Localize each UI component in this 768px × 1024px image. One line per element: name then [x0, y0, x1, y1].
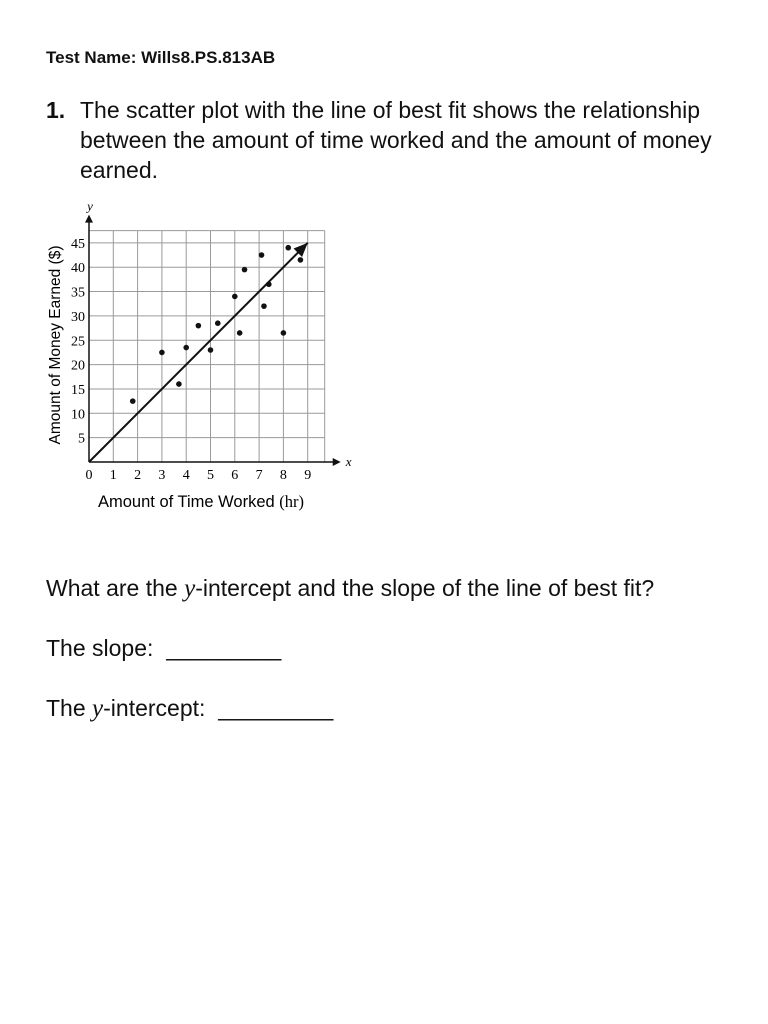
- x-axis-label-text: Amount of Time Worked: [98, 493, 275, 511]
- data-point: [261, 303, 267, 309]
- x-tick-label: 4: [182, 468, 190, 483]
- slope-answer: [46, 635, 281, 662]
- x-tick-label: 7: [255, 468, 263, 483]
- intercept-answer: [46, 695, 333, 723]
- data-point: [208, 347, 214, 353]
- intercept-post: -intercept:: [103, 695, 206, 721]
- data-point: [159, 350, 165, 356]
- x-tick-label: 1: [109, 468, 117, 483]
- question-number: 1.: [46, 97, 66, 123]
- prompt-post: -intercept and the slope of the line of best fit?: [195, 575, 655, 601]
- fit-line-group: [89, 243, 308, 462]
- data-point: [232, 294, 238, 300]
- y-axis-letter: y: [87, 198, 93, 214]
- question-text: The scatter plot with the line of best fit shows the relationship between the amount of time worked and the amount of money earned.: [80, 97, 712, 183]
- data-point: [130, 398, 136, 404]
- data-point: [285, 245, 291, 251]
- prompt-pre: What are the: [46, 575, 185, 601]
- data-point: [176, 381, 182, 387]
- data-point: [281, 330, 287, 336]
- y-tick-label: 30: [71, 309, 85, 325]
- y-tick-label: 40: [71, 261, 85, 277]
- x-tick-label: 2: [134, 468, 142, 483]
- intercept-blank[interactable]: _________: [218, 695, 334, 721]
- data-point: [259, 252, 265, 258]
- plot-points: [130, 245, 303, 404]
- x-axis-unit: (hr): [279, 492, 305, 511]
- scatter-plot: [40, 185, 370, 515]
- data-point: [196, 323, 202, 329]
- x-axis-arrow: [333, 458, 341, 466]
- y-tick-label: 20: [71, 358, 85, 374]
- x-tick-label: 3: [158, 468, 166, 483]
- question-block: [46, 95, 726, 185]
- slope-label: The slope:: [46, 635, 154, 661]
- data-point: [266, 281, 272, 287]
- intercept-variable: y: [92, 695, 104, 722]
- x-tick-label: 6: [231, 468, 239, 483]
- slope-blank[interactable]: _________: [166, 635, 282, 661]
- x-axis-letter: x: [345, 454, 352, 469]
- test-name: Test Name: Wills8.PS.813AB: [46, 48, 276, 67]
- origin-label: 0: [85, 468, 93, 483]
- data-point: [183, 345, 189, 351]
- y-tick-label: 45: [71, 236, 85, 252]
- prompt-variable: y: [184, 575, 196, 602]
- x-tick-label: 8: [279, 468, 287, 483]
- data-point: [237, 330, 243, 336]
- data-point: [215, 320, 221, 326]
- y-tick-label: 5: [78, 431, 85, 447]
- data-point: [298, 257, 304, 263]
- x-tick-label: 5: [207, 468, 214, 483]
- y-tick-label: 10: [71, 407, 85, 423]
- question-prompt: [46, 575, 654, 603]
- y-tick-label: 35: [71, 285, 85, 301]
- x-tick-label: 9: [304, 468, 312, 483]
- y-tick-label: 15: [71, 382, 85, 398]
- data-point: [242, 267, 248, 273]
- x-axis-label: [98, 492, 304, 511]
- fit-line: [89, 243, 308, 462]
- intercept-pre: The: [46, 695, 93, 721]
- y-tick-label: 25: [71, 334, 85, 350]
- y-axis-label: Amount of Money Earned ($): [47, 245, 64, 445]
- plot-axes: [85, 199, 352, 469]
- y-axis-arrow: [85, 215, 93, 223]
